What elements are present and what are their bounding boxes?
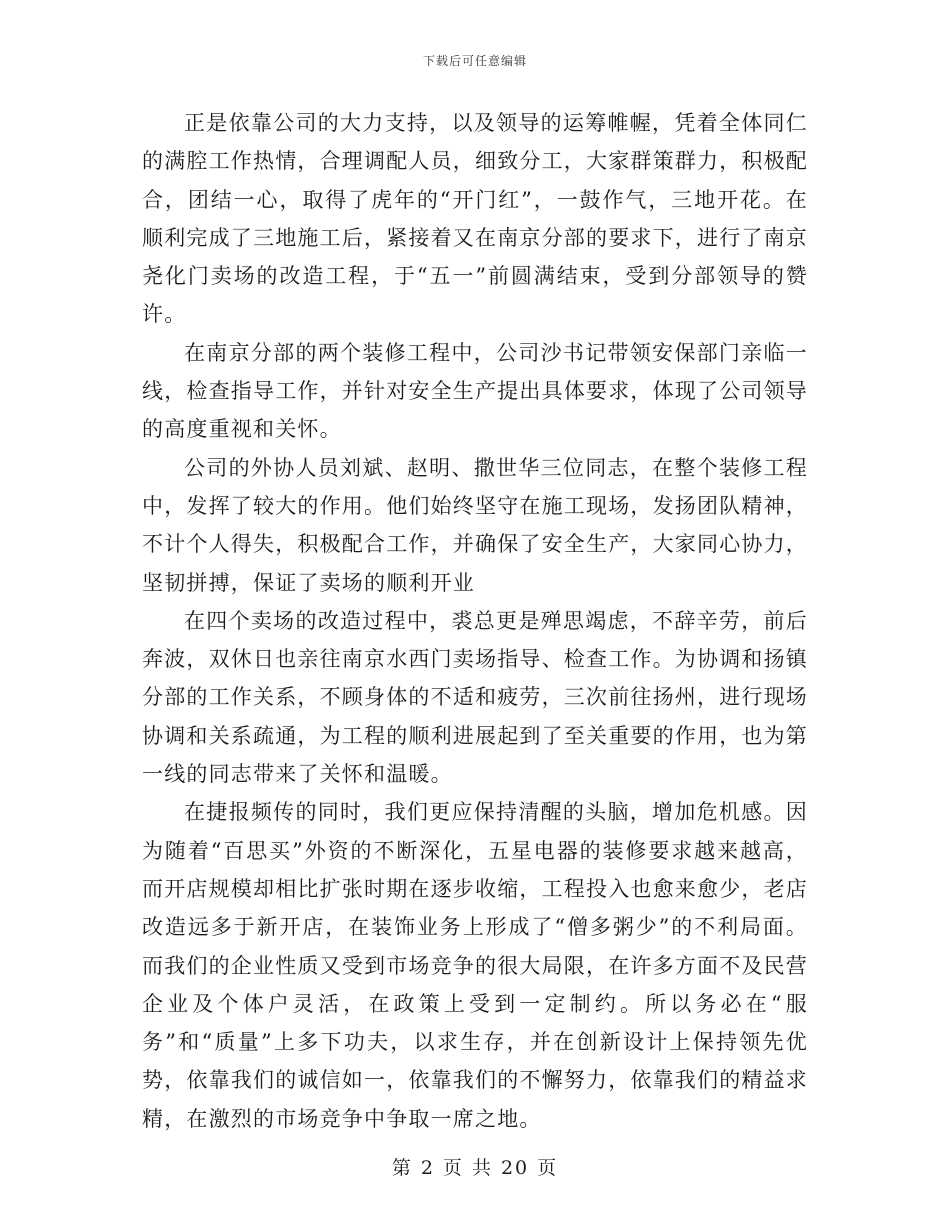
paragraph: 在捷报频传的同时，我们更应保持清醒的头脑，增加危机感。因为随着“百思买”外资的不断深化，五星电器的装修要求越来越高，而开店规模却相比扩张时期在逐步收缩，工程投入也愈来愈少，老店改造远多于新开店，在装饰业务上形成了“僧多粥少”的不利局面。而我们的企业性质又受到市场竞争的很大局限，在许多方面不及民营企业及个体户灵活，在政策上受到一定制约。所以务必在“服务”和“质量”上多下功夫，以求生存，并在创新设计上保持领先优势，依靠我们的诚信如一，依靠我们的不懈努力，依靠我们的精益求精，在激烈的市场竞争中争取一席之地。 [142, 800, 808, 1131]
page-footer [0, 1153, 950, 1180]
paragraph: 在四个卖场的改造过程中，裘总更是殚思竭虑，不辞辛劳，前后奔波，双休日也亲往南京水西门卖场指导、检查工作。为协调和扬镇分部的工作关系，不顾身体的不适和疲劳，三次前往扬州，进行现场协调和关系疏通，为工程的顺利进展起到了至关重要的作用，也为第一线的同志带来了关怀和温暖。 [142, 608, 808, 787]
total-pages: 20 [500, 1157, 530, 1179]
paragraph: 在南京分部的两个装修工程中，公司沙书记带领安保部门亲临一线，检查指导工作，并针对安全生产提出具体要求，体现了公司领导的高度重视和关怀。 [142, 340, 808, 442]
footer-prefix: 第 [391, 1157, 413, 1179]
footer-middle: 页 共 [442, 1157, 493, 1179]
paragraph: 公司的外协人员刘斌、赵明、撒世华三位同志，在整个装修工程中，发挥了较大的作用。他们始终坚守在施工现场，发扬团队精神，不计个人得失，积极配合工作，并确保了安全生产，大家同心协力，坚韧拼搏，保证了卖场的顺利开业 [142, 455, 808, 595]
page-header: 下载后可任意编辑 [422, 54, 527, 68]
footer-suffix: 页 [537, 1157, 559, 1179]
page-number: 2 [420, 1157, 435, 1179]
document-body [142, 104, 808, 1138]
paragraph: 正是依靠公司的大力支持，以及领导的运筹帷幄，凭着全体同仁的满腔工作热情，合理调配人员，细致分工，大家群策群力，积极配合，团结一心，取得了虎年的“开门红”，一鼓作气，三地开花。在顺利完成了三地施工后，紧接着又在南京分部的要求下，进行了南京尧化门卖场的改造工程，于“五一”前圆满结束，受到分部领导的赞许。 [142, 111, 808, 327]
